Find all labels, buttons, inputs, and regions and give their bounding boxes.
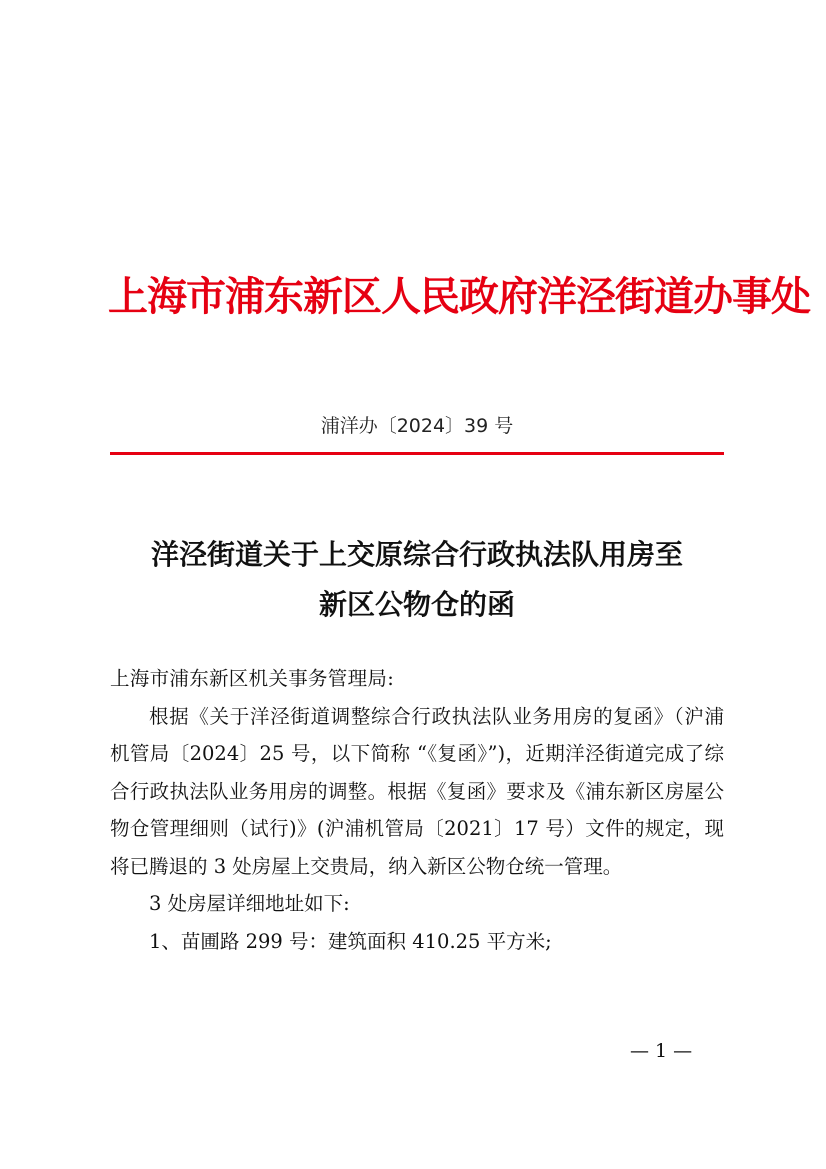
red-divider-line	[110, 452, 724, 455]
title-line-1: 洋泾街道关于上交原综合行政执法队用房至	[150, 538, 683, 571]
paragraph-2: 3 处房屋详细地址如下:	[149, 892, 350, 915]
address-item-1: 1、苗圃路 299 号：建筑面积 410.25 平方米;	[149, 929, 552, 953]
issuer-header: 上海市浦东新区人民政府洋泾街道办事处	[108, 273, 810, 320]
page-number: — 1 —	[630, 1040, 693, 1062]
document-body	[110, 660, 724, 960]
salutation: 上海市浦东新区机关事务管理局:	[110, 667, 395, 690]
document-title	[110, 530, 724, 630]
paragraph-1: 根据《关于洋泾街道调整综合行政执法队业务用房的复函》（沪浦机管局〔2024〕25 号，以下简称 “《复函》”)，近期洋泾街道完成了综合行政执法队业务用房的调整。根据《复函》要求及《浦东新区房屋公物仓管理细则（试行)》(沪浦机管局〔2021〕17 号）文件的规定，现将已腾退的 3 处房屋上交贵局，纳入新区公物仓统一管理。	[110, 704, 724, 878]
document-number: 浦洋办〔2024〕39 号	[320, 415, 514, 437]
title-line-2: 新区公物仓的函	[318, 588, 515, 621]
